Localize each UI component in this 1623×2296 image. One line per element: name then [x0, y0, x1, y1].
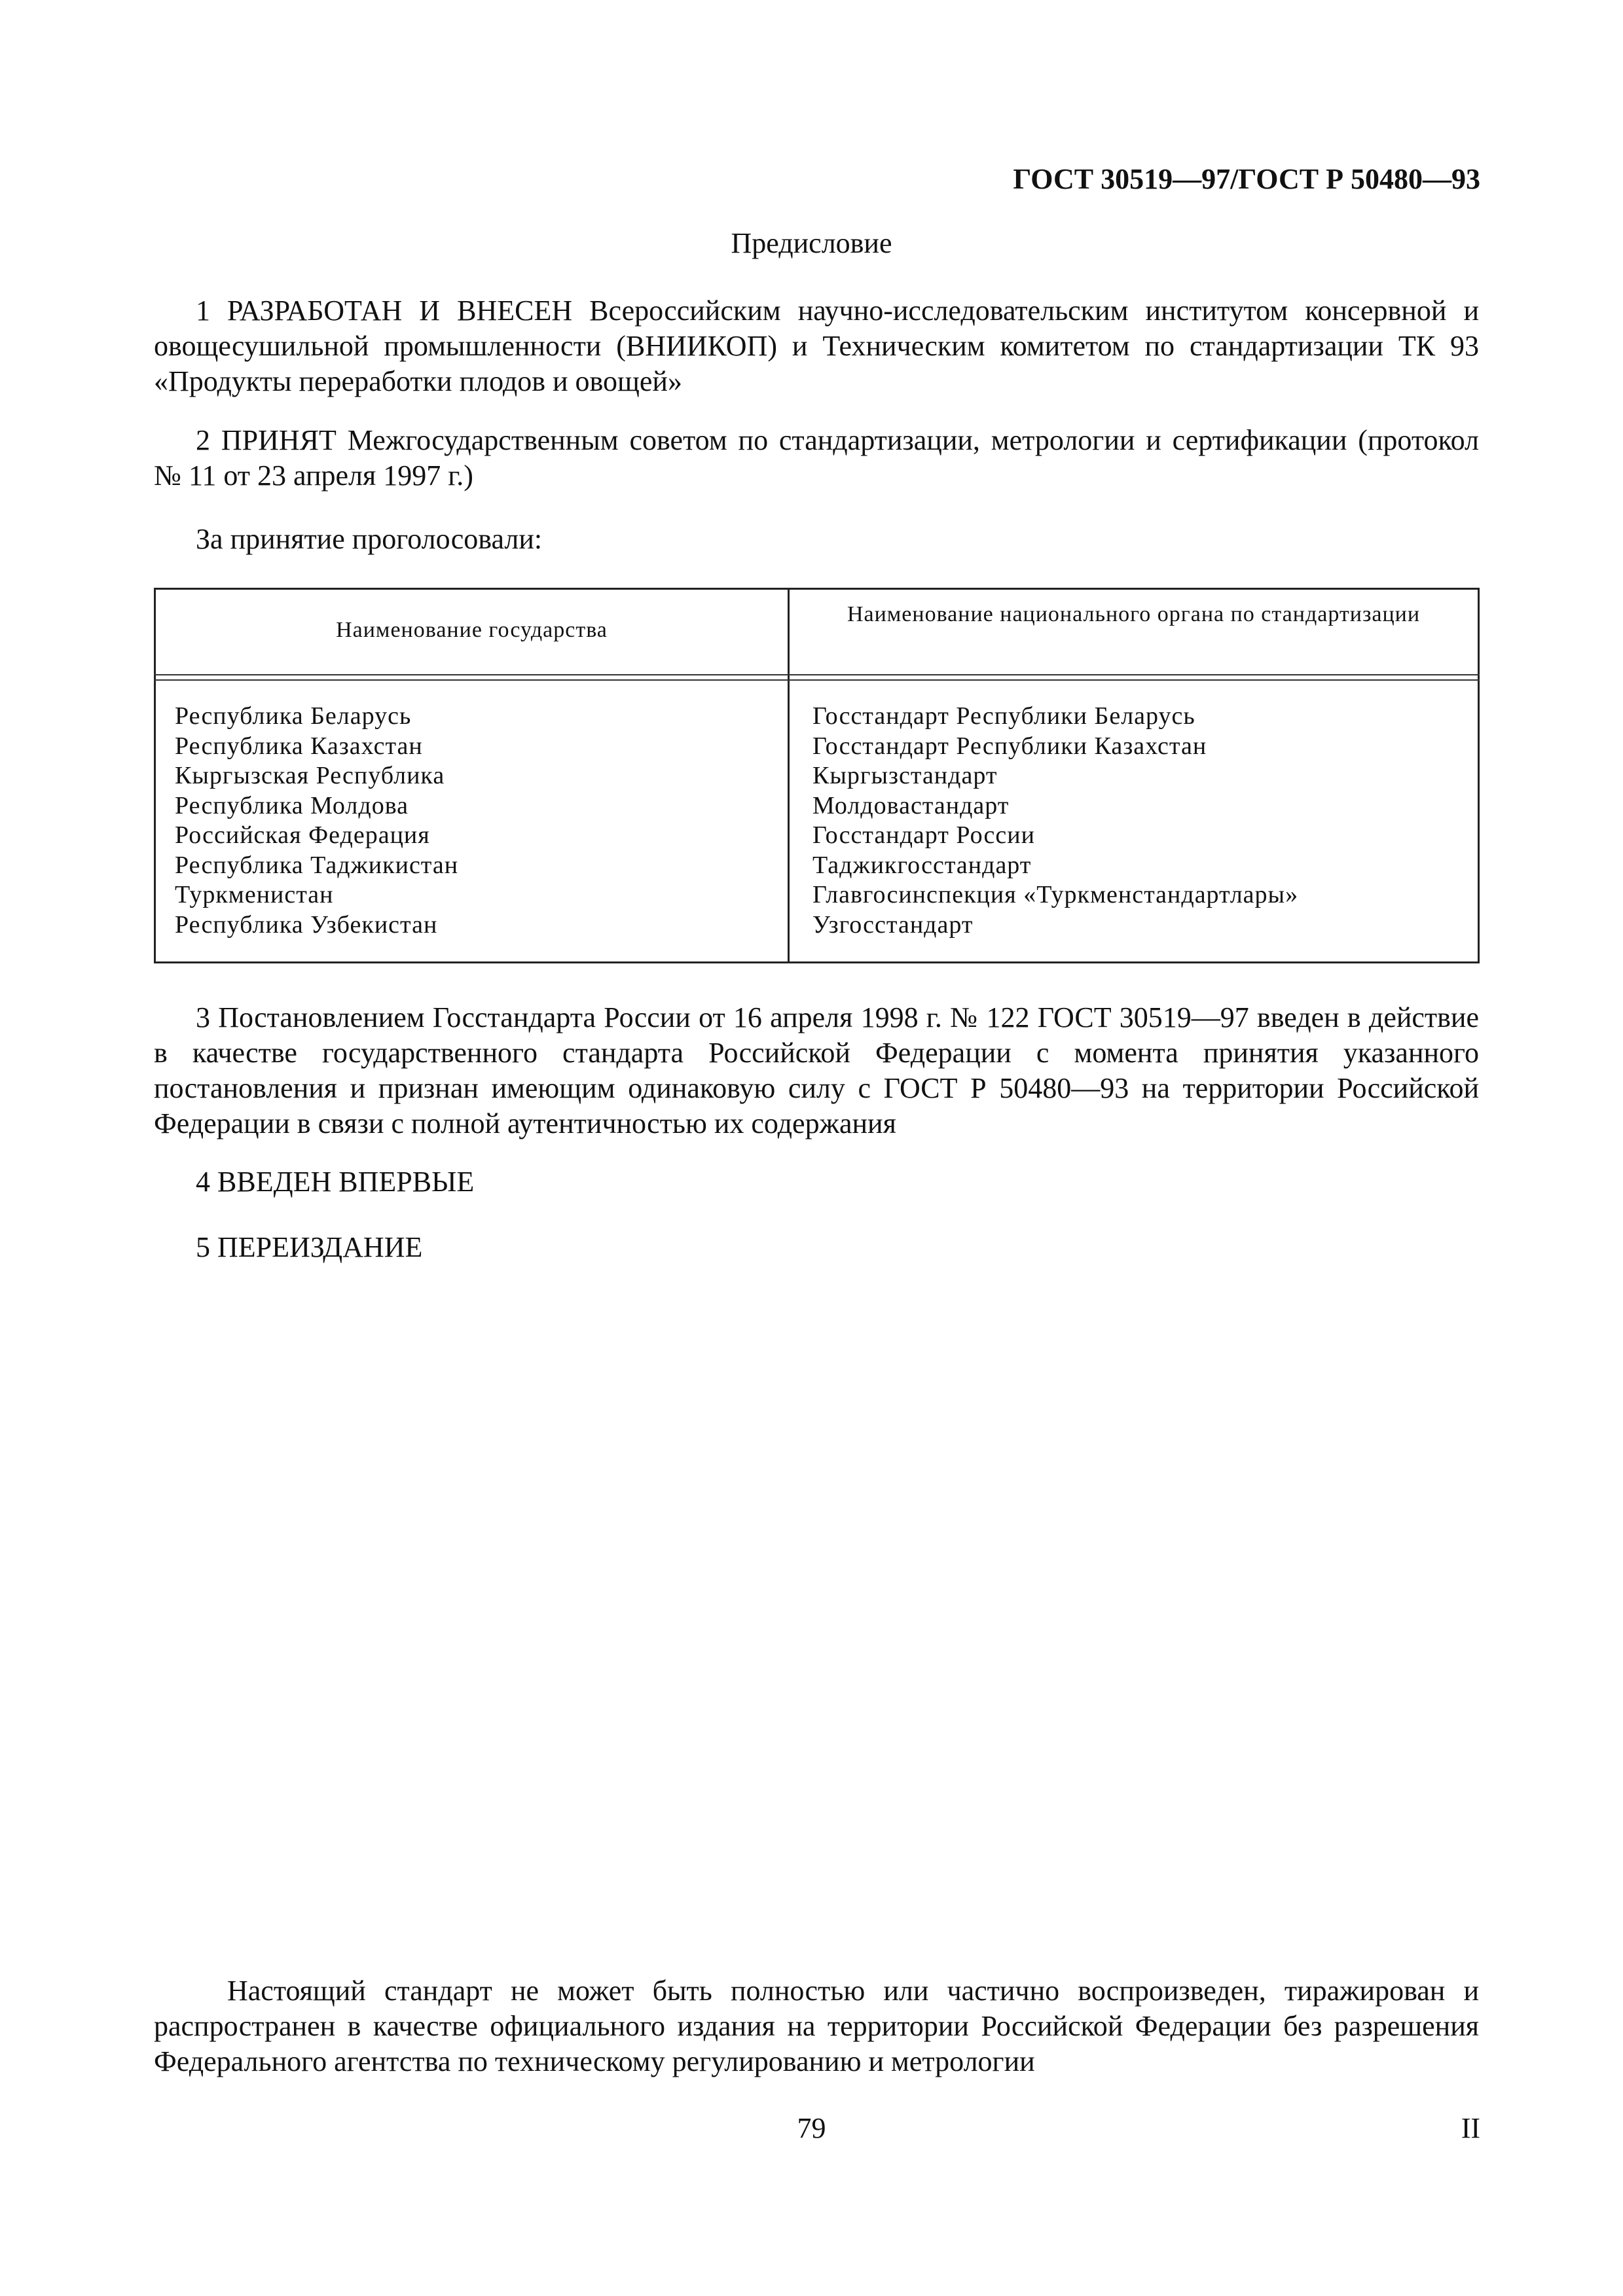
paragraph-resolution: 3 Постановлением Госстандарта России от 16 апреля 1998 г. № 122 ГОСТ 30519—97 введен в действие в качестве государственного стандарта Российской Федерации с момента принятия указанного постановления и признан имеющим одинаковую силу с ГОСТ Р 50480—93 на территории Российской Федерации в связи с полной аутентичностью их содержания	[154, 1001, 1479, 1139]
table-cell-state: Республика Молдова	[175, 791, 409, 819]
table-column-states	[175, 702, 458, 940]
table-cell-state: Российская Федерация	[175, 821, 430, 849]
table-cell-state: Республика Казахстан	[175, 732, 423, 760]
page-title: Предисловие	[731, 227, 892, 259]
paragraph-introduced: 4 ВВЕДЕН ВПЕРВЫЕ	[196, 1166, 475, 1198]
table-cell-state: Республика Таджикистан	[175, 851, 459, 879]
table-cell-state: Республика Узбекистан	[175, 910, 438, 939]
voted-heading: За принятие проголосовали:	[196, 523, 543, 555]
table-header-rule-double	[154, 679, 1480, 681]
table-header-national-body: Наименование национального органа по стандартизации	[847, 602, 1421, 626]
table-cell-national-body: Госстандарт России	[812, 821, 1035, 849]
table-cell-national-body: Молдовастандарт	[812, 791, 1010, 819]
paragraph-developed: 1 РАЗРАБОТАН И ВНЕСЕН Всероссийским научно-исследовательским институтом консервной и овощесушильной промышленности (ВНИИКОП) и Техническим комитетом по стандартизации ТК 93 «Продукты переработки плодов и овощей»	[154, 295, 1479, 397]
table-cell-national-body: Узгосстандарт	[812, 910, 974, 939]
table-header-rule	[154, 674, 1480, 675]
table-cell-national-body: Главгосинспекция «Туркменстандартлары»	[812, 881, 1299, 908]
copyright-notice: Настоящий стандарт не может быть полностью или частично воспроизведен, тиражирован и распространен в качестве официального издания на территории Российской Федерации без разрешения Федерального агентства по техническому регулированию и метрологии	[154, 1975, 1479, 2077]
document-code: ГОСТ 30519—97/ГОСТ Р 50480—93	[1013, 163, 1480, 195]
table-cell-national-body: Кыргызстандарт	[812, 762, 998, 789]
table-cell-state: Кыргызская Республика	[175, 762, 445, 789]
table-cell-national-body: Госстандарт Республики Казахстан	[812, 732, 1207, 760]
page-number: 79	[797, 2112, 826, 2144]
table-header-state: Наименование государства	[336, 618, 608, 642]
table-cell-national-body: Госстандарт Республики Беларусь	[812, 702, 1195, 730]
page-roman-numeral: II	[1461, 2112, 1480, 2144]
paragraph-reissue: 5 ПЕРЕИЗДАНИЕ	[196, 1231, 423, 1263]
table-cell-national-body: Таджикгосстандарт	[812, 851, 1032, 879]
table-column-national-bodies	[812, 702, 1298, 940]
table-column-divider	[788, 588, 790, 963]
table-cell-state: Туркменистан	[175, 881, 334, 908]
table-cell-state: Республика Беларусь	[175, 702, 412, 730]
paragraph-adopted: 2 ПРИНЯТ Межгосударственным советом по стандартизации, метрологии и сертификации (протокол № 11 от 23 апреля 1997 г.)	[154, 424, 1479, 492]
